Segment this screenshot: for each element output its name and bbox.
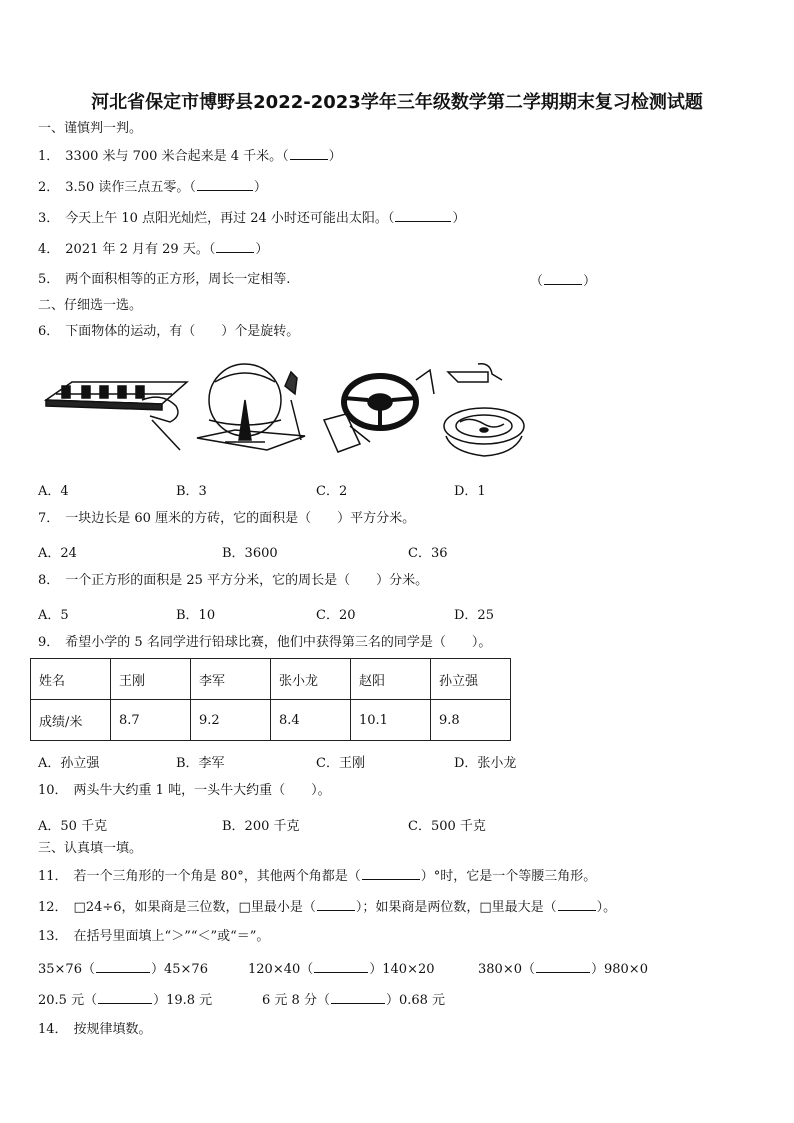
question-8	[38, 573, 428, 589]
question-number: 10．	[38, 783, 68, 798]
compare-item-5	[262, 991, 445, 1009]
answer-blank[interactable]	[536, 960, 590, 973]
abacus-picture	[42, 360, 190, 455]
question-text: 两头牛大约重 1 吨，一头牛大约重（ ）。	[73, 783, 331, 798]
question-text: 若一个三角形的一个角是 80°，其他两个角都是（	[73, 869, 361, 884]
question-text: 在括号里面填上“＞”“＜”或“＝”。	[73, 929, 270, 944]
question-5-answer	[530, 272, 596, 290]
question-11	[38, 867, 596, 885]
table-cell: 8.7	[111, 700, 191, 741]
compare-right: ）45×76	[150, 962, 208, 977]
question-number: 4．	[38, 242, 60, 257]
table-header-cell: 张小龙	[271, 659, 351, 700]
question-text: 希望小学的 5 名同学进行铅球比赛，他们中获得第三名的同学是（ ）。	[65, 635, 492, 650]
answer-blank[interactable]	[331, 991, 385, 1004]
compare-item-4	[38, 991, 212, 1009]
question-10	[38, 783, 331, 799]
question-number: 11．	[38, 869, 68, 884]
table-row	[31, 659, 511, 700]
answer-blank[interactable]	[96, 960, 150, 973]
q6-option-a[interactable]: A．4	[38, 484, 69, 499]
question-12	[38, 898, 616, 916]
question-number: 2．	[38, 180, 60, 195]
q9-option-d[interactable]: D．张小龙	[454, 756, 517, 771]
question-text: 2021 年 2 月有 29 天。（	[65, 242, 216, 257]
table-cell: 9.2	[191, 700, 271, 741]
q7-option-b[interactable]: B．3600	[222, 546, 278, 561]
compare-item-2	[248, 960, 435, 978]
question-number: 8．	[38, 573, 60, 588]
q7-option-c[interactable]: C．36	[408, 546, 448, 561]
question-text-tail: ）°时，它是一个等腰三角形。	[420, 869, 597, 884]
q10-option-b[interactable]: B．200 千克	[222, 819, 300, 834]
question-text: 两个面积相等的正方形，周长一定相等.	[65, 272, 291, 287]
page-title: 河北省保定市博野县2022-2023学年三年级数学第二学期期末复习检测试题	[91, 92, 703, 113]
q9-option-c[interactable]: C．王刚	[316, 756, 365, 771]
question-number: 13．	[38, 929, 68, 944]
answer-blank[interactable]	[317, 898, 355, 911]
answer-blank[interactable]	[290, 147, 328, 160]
question-number: 3．	[38, 211, 60, 226]
answer-blank[interactable]	[395, 209, 451, 222]
section-heading-2: 二、仔细选一选。	[38, 298, 143, 313]
globe-picture	[195, 360, 313, 460]
question-14	[38, 1022, 152, 1038]
q10-option-c[interactable]: C．500 千克	[408, 819, 486, 834]
question-7	[38, 511, 415, 527]
table-header-cell: 李军	[191, 659, 271, 700]
question-number: 7．	[38, 511, 60, 526]
q8-option-b[interactable]: B．10	[176, 608, 216, 623]
compare-item-3	[478, 960, 648, 978]
question-13	[38, 929, 269, 945]
steering-wheel-picture	[320, 360, 435, 460]
section-heading-3: 三、认真填一填。	[38, 841, 143, 856]
q6-option-d[interactable]: D．1	[454, 484, 486, 499]
question-text: 今天上午 10 点阳光灿烂，再过 24 小时还可能出太阳。（	[65, 211, 395, 226]
question-number: 12．	[38, 900, 68, 915]
faucet-picture	[438, 360, 530, 460]
paren-close: ）	[253, 180, 267, 195]
question-9	[38, 635, 491, 651]
table-header-cell: 孙立强	[431, 659, 511, 700]
question-number: 5．	[38, 272, 60, 287]
question-text: □24÷6，如果商是三位数，□里最小是（	[73, 900, 316, 915]
section-heading-1: 一、谨慎判一判。	[38, 121, 143, 136]
compare-left: 6 元 8 分（	[262, 993, 330, 1008]
answer-blank[interactable]	[558, 898, 596, 911]
answer-blank[interactable]	[216, 240, 254, 253]
question-number: 1．	[38, 149, 60, 164]
answer-blank[interactable]	[98, 991, 152, 1004]
q9-option-b[interactable]: B．李军	[176, 756, 225, 771]
paren-close: ）	[328, 149, 342, 164]
q8-option-d[interactable]: D．25	[454, 608, 494, 623]
question-text: 一块边长是 60 厘米的方砖，它的面积是（ ）平方分米。	[65, 511, 416, 526]
question-text: 一个正方形的面积是 25 平方分米，它的周长是（ ）分米。	[65, 573, 429, 588]
compare-right: ）980×0	[590, 962, 648, 977]
table-header-cell: 王刚	[111, 659, 191, 700]
compare-right: ）0.68 元	[385, 993, 446, 1008]
compare-right: ）19.8 元	[153, 993, 213, 1008]
q8-option-c[interactable]: C．20	[316, 608, 356, 623]
compare-left: 35×76（	[38, 962, 95, 977]
table-cell: 成绩/米	[31, 700, 111, 741]
question-number: 14．	[38, 1022, 68, 1037]
q9-option-a[interactable]: A．孙立强	[38, 756, 100, 771]
question-number: 6．	[38, 324, 60, 339]
question-4	[38, 240, 268, 258]
table-cell: 10.1	[351, 700, 431, 741]
answer-blank[interactable]	[314, 960, 368, 973]
answer-blank[interactable]	[544, 272, 582, 285]
paren-close: ）。	[596, 900, 617, 915]
table-cell: 8.4	[271, 700, 351, 741]
question-5	[38, 272, 290, 288]
question-1	[38, 147, 342, 165]
question-2	[38, 178, 267, 196]
answer-blank[interactable]	[362, 867, 420, 880]
table-cell: 9.8	[431, 700, 511, 741]
table-header-cell: 赵阳	[351, 659, 431, 700]
answer-blank[interactable]	[197, 178, 253, 191]
compare-left: 20.5 元（	[38, 993, 98, 1008]
q7-option-a[interactable]: A．24	[38, 546, 77, 561]
paren-close: ）	[452, 211, 466, 226]
question-text: 按规律填数。	[73, 1022, 152, 1037]
paren-open: （	[530, 274, 544, 289]
q8-option-a[interactable]: A．5	[38, 608, 69, 623]
compare-left: 120×40（	[248, 962, 314, 977]
question-text-middle: ）；如果商是两位数，□里最大是（	[355, 900, 557, 915]
table-header-cell: 姓名	[31, 659, 111, 700]
question-text: 3.50 读作三点五零。（	[65, 180, 196, 195]
paren-close: ）	[255, 242, 269, 257]
table-row	[31, 700, 511, 741]
q6-option-c[interactable]: C．2	[316, 484, 348, 499]
q10-option-a[interactable]: A．50 千克	[38, 819, 108, 834]
compare-left: 380×0（	[478, 962, 535, 977]
question-text: 下面物体的运动，有（ ）个是旋转。	[65, 324, 300, 339]
question-text: 3300 米与 700 米合起来是 4 千米。（	[65, 149, 289, 164]
compare-right: ）140×20	[369, 962, 435, 977]
compare-item-1	[38, 960, 208, 978]
q6-option-b[interactable]: B．3	[176, 484, 207, 499]
paren-close: ）	[583, 274, 597, 289]
question-number: 9．	[38, 635, 60, 650]
score-table	[30, 658, 511, 741]
question-3	[38, 209, 465, 227]
question-6	[38, 324, 299, 340]
